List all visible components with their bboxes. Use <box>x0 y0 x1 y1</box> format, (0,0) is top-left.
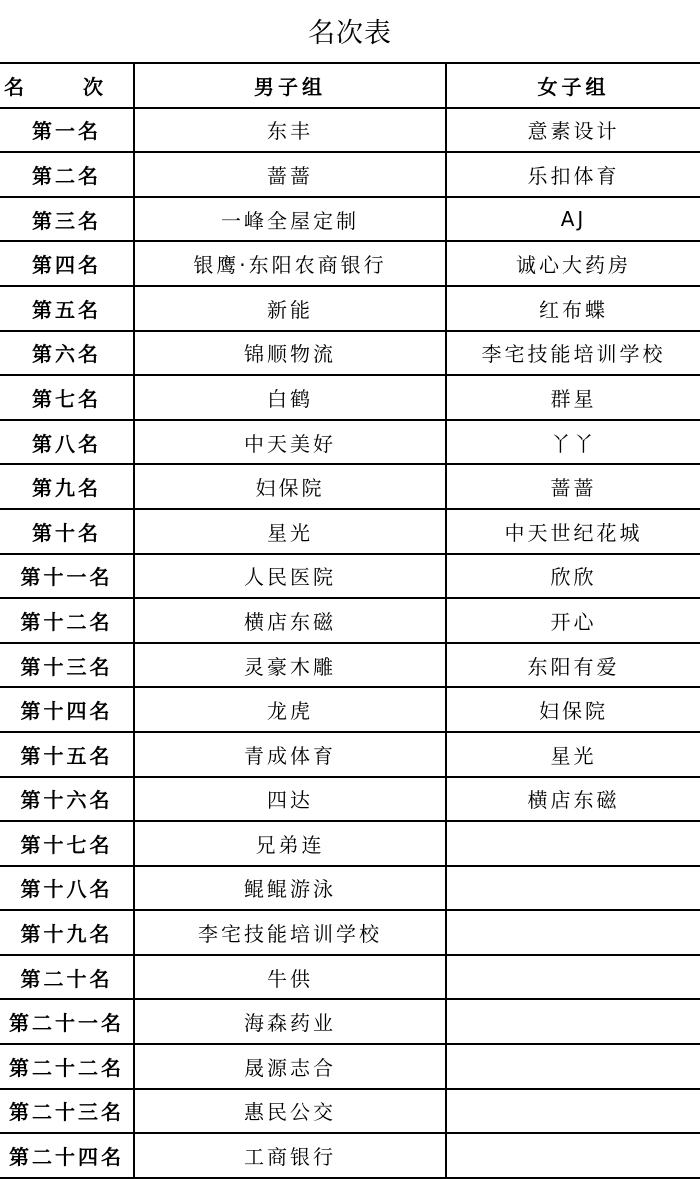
table-row <box>0 375 700 420</box>
women-team-cell: AJ <box>446 197 700 242</box>
table-row <box>0 241 700 286</box>
ranking-table <box>0 62 700 1179</box>
table-row <box>0 732 700 777</box>
rank-cell: 第八名 <box>0 420 134 465</box>
men-team-cell: 青成体育 <box>134 732 446 777</box>
men-team-cell: 人民医院 <box>134 554 446 599</box>
rank-cell: 第九名 <box>0 464 134 509</box>
table-row <box>0 1044 700 1089</box>
table-row <box>0 999 700 1044</box>
rank-cell: 第一名 <box>0 108 134 153</box>
women-team-cell: 东阳有爱 <box>446 643 700 688</box>
women-team-cell: 群星 <box>446 375 700 420</box>
men-team-cell: 锦顺物流 <box>134 331 446 376</box>
rank-cell: 第十一名 <box>0 554 134 599</box>
rank-cell: 第二十一名 <box>0 999 134 1044</box>
table-row <box>0 910 700 955</box>
women-team-cell: 李宅技能培训学校 <box>446 331 700 376</box>
rank-cell: 第十六名 <box>0 777 134 822</box>
men-column-header: 男子组 <box>134 63 446 108</box>
men-team-cell: 中天美好 <box>134 420 446 465</box>
rank-cell: 第十五名 <box>0 732 134 777</box>
page-title: 名次表 <box>308 17 392 49</box>
men-team-cell: 妇保院 <box>134 464 446 509</box>
table-row <box>0 643 700 688</box>
table-row <box>0 1133 700 1178</box>
women-team-cell <box>446 955 700 1000</box>
men-team-cell: 横店东磁 <box>134 598 446 643</box>
rank-cell: 第十八名 <box>0 866 134 911</box>
rank-cell: 第七名 <box>0 375 134 420</box>
table-row <box>0 598 700 643</box>
rank-cell: 第六名 <box>0 331 134 376</box>
rank-cell: 第三名 <box>0 197 134 242</box>
table-row <box>0 955 700 1000</box>
rank-cell: 第十三名 <box>0 643 134 688</box>
women-team-cell <box>446 866 700 911</box>
table-row <box>0 420 700 465</box>
rank-cell: 第二十二名 <box>0 1044 134 1089</box>
men-team-cell: 海森药业 <box>134 999 446 1044</box>
women-team-cell: 中天世纪花城 <box>446 509 700 554</box>
table-row <box>0 821 700 866</box>
men-team-cell: 灵豪木雕 <box>134 643 446 688</box>
men-team-cell: 一峰全屋定制 <box>134 197 446 242</box>
women-team-cell <box>446 999 700 1044</box>
rank-cell: 第四名 <box>0 241 134 286</box>
men-team-cell: 晟源志合 <box>134 1044 446 1089</box>
women-team-cell: 红布蝶 <box>446 286 700 331</box>
rank-cell: 第十四名 <box>0 687 134 732</box>
women-team-cell: 妇保院 <box>446 687 700 732</box>
table-row <box>0 108 700 153</box>
men-team-cell: 惠民公交 <box>134 1089 446 1134</box>
women-team-cell <box>446 1089 700 1134</box>
men-team-cell: 东丰 <box>134 108 446 153</box>
men-team-cell: 兄弟连 <box>134 821 446 866</box>
table-row <box>0 152 700 197</box>
table-row <box>0 554 700 599</box>
rank-cell: 第二十三名 <box>0 1089 134 1134</box>
women-team-cell <box>446 1044 700 1089</box>
rank-cell: 第五名 <box>0 286 134 331</box>
men-team-cell: 龙虎 <box>134 687 446 732</box>
women-team-cell <box>446 1133 700 1178</box>
women-team-cell <box>446 821 700 866</box>
women-team-cell: 乐扣体育 <box>446 152 700 197</box>
table-row <box>0 464 700 509</box>
women-team-cell: 丫丫 <box>446 420 700 465</box>
men-team-cell: 银鹰·东阳农商银行 <box>134 241 446 286</box>
table-row <box>0 777 700 822</box>
rank-cell: 第十七名 <box>0 821 134 866</box>
women-team-cell: 横店东磁 <box>446 777 700 822</box>
men-team-cell: 牛供 <box>134 955 446 1000</box>
women-team-cell: 星光 <box>446 732 700 777</box>
women-team-cell: 意素设计 <box>446 108 700 153</box>
table-row <box>0 687 700 732</box>
men-team-cell: 白鹤 <box>134 375 446 420</box>
table-row <box>0 331 700 376</box>
women-column-header: 女子组 <box>446 63 700 108</box>
women-team-cell: 欣欣 <box>446 554 700 599</box>
table-row <box>0 866 700 911</box>
table-row <box>0 197 700 242</box>
rank-cell: 第十九名 <box>0 910 134 955</box>
men-team-cell: 工商银行 <box>134 1133 446 1178</box>
men-team-cell: 蔷蔷 <box>134 152 446 197</box>
table-row <box>0 1089 700 1134</box>
table-row <box>0 509 700 554</box>
women-team-cell: 蔷蔷 <box>446 464 700 509</box>
table-row <box>0 286 700 331</box>
men-team-cell: 鲲鲲游泳 <box>134 866 446 911</box>
rank-cell: 第十名 <box>0 509 134 554</box>
women-team-cell <box>446 910 700 955</box>
ranking-table-body <box>0 108 700 1178</box>
rank-cell: 第二十四名 <box>0 1133 134 1178</box>
women-team-cell: 诚心大药房 <box>446 241 700 286</box>
rank-column-header: 名 次 <box>0 63 134 108</box>
rank-cell: 第十二名 <box>0 598 134 643</box>
women-team-cell: 开心 <box>446 598 700 643</box>
rank-cell: 第二名 <box>0 152 134 197</box>
table-header-row <box>0 63 700 108</box>
men-team-cell: 新能 <box>134 286 446 331</box>
men-team-cell: 星光 <box>134 509 446 554</box>
men-team-cell: 李宅技能培训学校 <box>134 910 446 955</box>
men-team-cell: 四达 <box>134 777 446 822</box>
rank-cell: 第二十名 <box>0 955 134 1000</box>
